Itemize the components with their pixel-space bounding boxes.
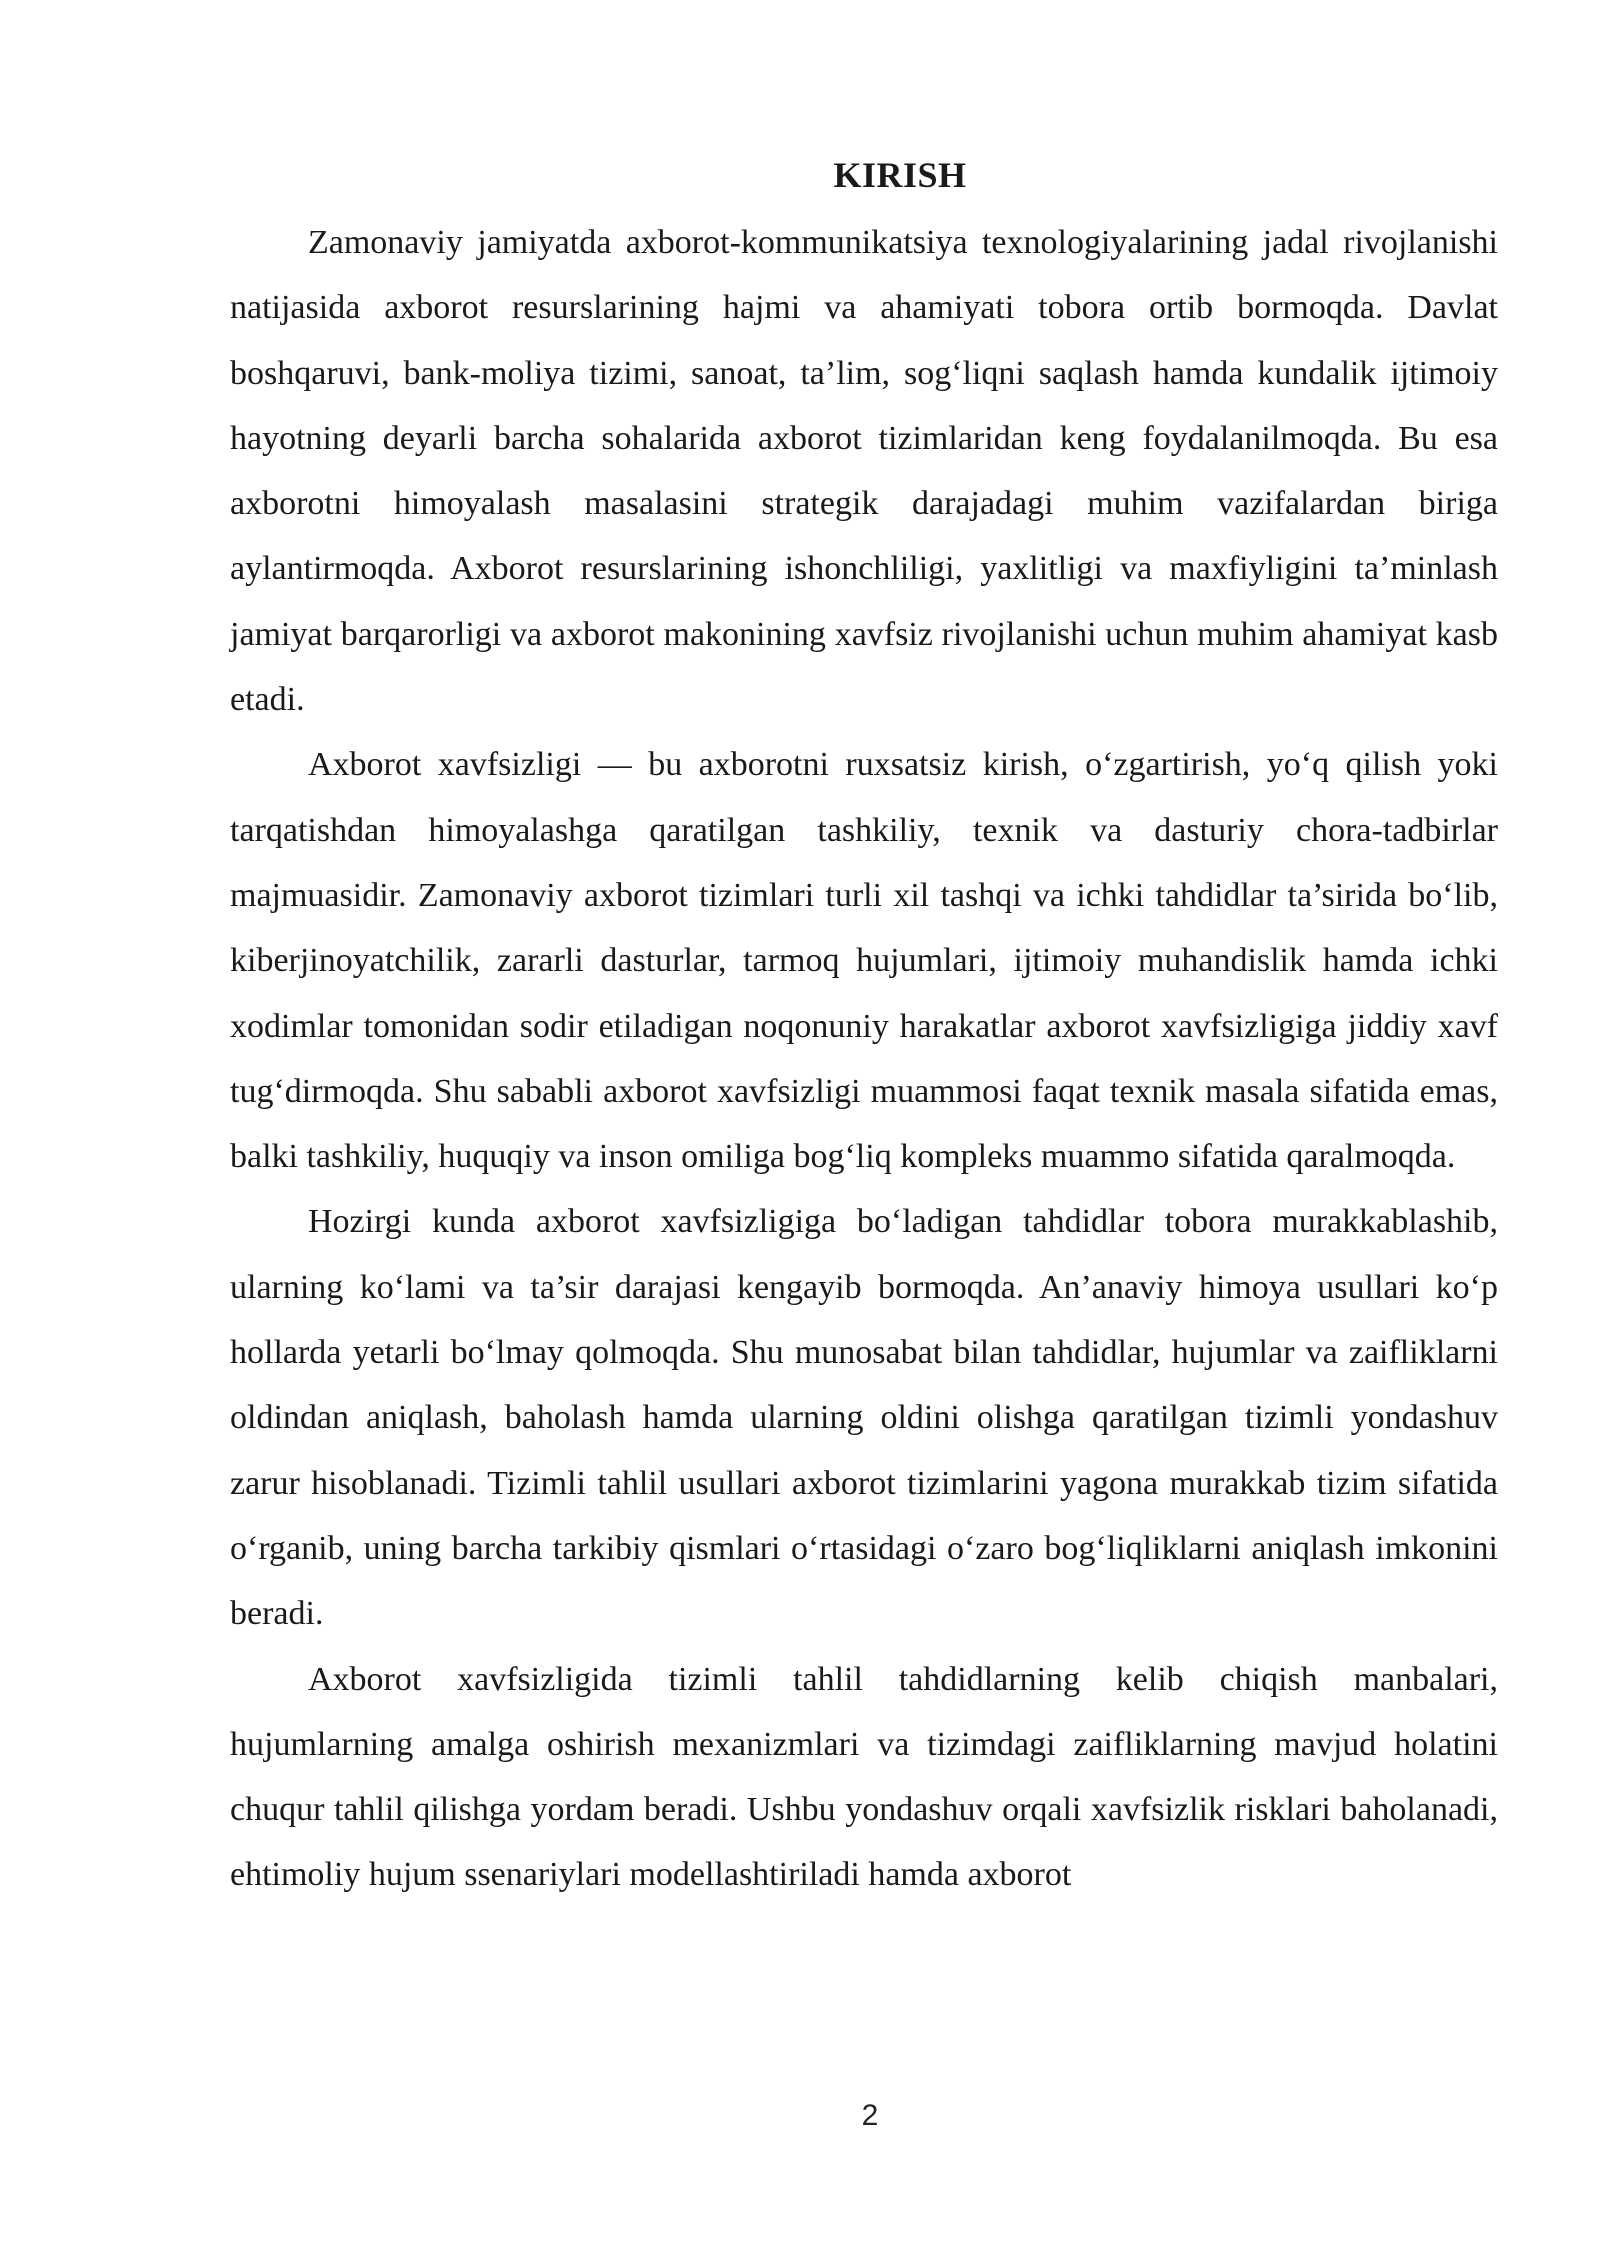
page-number: 2 [861, 2099, 879, 2132]
body-text [230, 210, 1498, 1908]
paragraph-1: Zamonaviy jamiyatda axborot-kommunikatsiya texnologiyalarining jadal rivojlanishi natijasida axborot resurslarining hajmi va ahamiyati tobora ortib bormoqda. Davlat boshqaruvi, bank-moliya tizimi, sanoat, ta’lim, sog‘liqni saqlash hamda kundalik ijtimoiy hayotning deyarli barcha sohalarida axborot tizimlaridan keng foydalanilmoqda. Bu esa axborotni himoyalash masalasini strategik darajadagi muhim vazifalardan biriga aylantirmoqda. Axborot resurslarining ishonchliligi, yaxlitligi va maxfiyligini ta’minlash jamiyat barqarorligi va axborot makonining xavfsiz rivojlanishi uchun muhim ahamiyat kasb etadi. [230, 224, 1498, 719]
paragraph-4: Axborot xavfsizligida tizimli tahlil tahdidlarning kelib chiqish manbalari, hujumlarning amalga oshirish mexanizmlari va tizimdagi zaifliklarning mavjud holatini chuqur tahlil qilishga yordam beradi. Ushbu yondashuv orqali xavfsizlik risklari baholanadi, ehtimoliy hujum ssenariylari modellashtiriladi hamda axborot [230, 1660, 1498, 1894]
section-heading: KIRISH [833, 155, 967, 195]
paragraph-2: Axborot xavfsizligi — bu axborotni ruxsatsiz kirish, o‘zgartirish, yo‘q qilish yoki tarqatishdan himoyalashga qaratilgan tashkiliy, texnik va dasturiy chora-tadbirlar majmuasidir. Zamonaviy axborot tizimlari turli xil tashqi va ichki tahdidlar ta’sirida bo‘lib, kiberjinoyatchilik, zararli dasturlar, tarmoq hujumlari, ijtimoiy muhandislik hamda ichki xodimlar tomonidan sodir etiladigan noqonuniy harakatlar axborot xavfsizligiga jiddiy xavf tug‘dirmoqda. Shu sababli axborot xavfsizligi muammosi faqat texnik masala sifatida emas, balki tashkiliy, huquqiy va inson omiliga bog‘liq kompleks muammo sifatida qaralmoqda. [230, 746, 1498, 1176]
paragraph-3: Hozirgi kunda axborot xavfsizligiga bo‘ladigan tahdidlar tobora murakkablashib, ularning ko‘lami va ta’sir darajasi kengayib bormoqda. An’anaviy himoya usullari ko‘p hollarda yetarli bo‘lmay qolmoqda. Shu munosabat bilan tahdidlar, hujumlar va zaifliklarni oldindan aniqlash, baholash hamda ularning oldini olishga qaratilgan tizimli yondashuv zarur hisoblanadi. Tizimli tahlil usullari axborot tizimlarini yagona murakkab tizim sifatida o‘rganib, uning barcha tarkibiy qismlari o‘rtasidagi o‘zaro bog‘liqliklarni aniqlash imkonini beradi. [230, 1203, 1498, 1633]
